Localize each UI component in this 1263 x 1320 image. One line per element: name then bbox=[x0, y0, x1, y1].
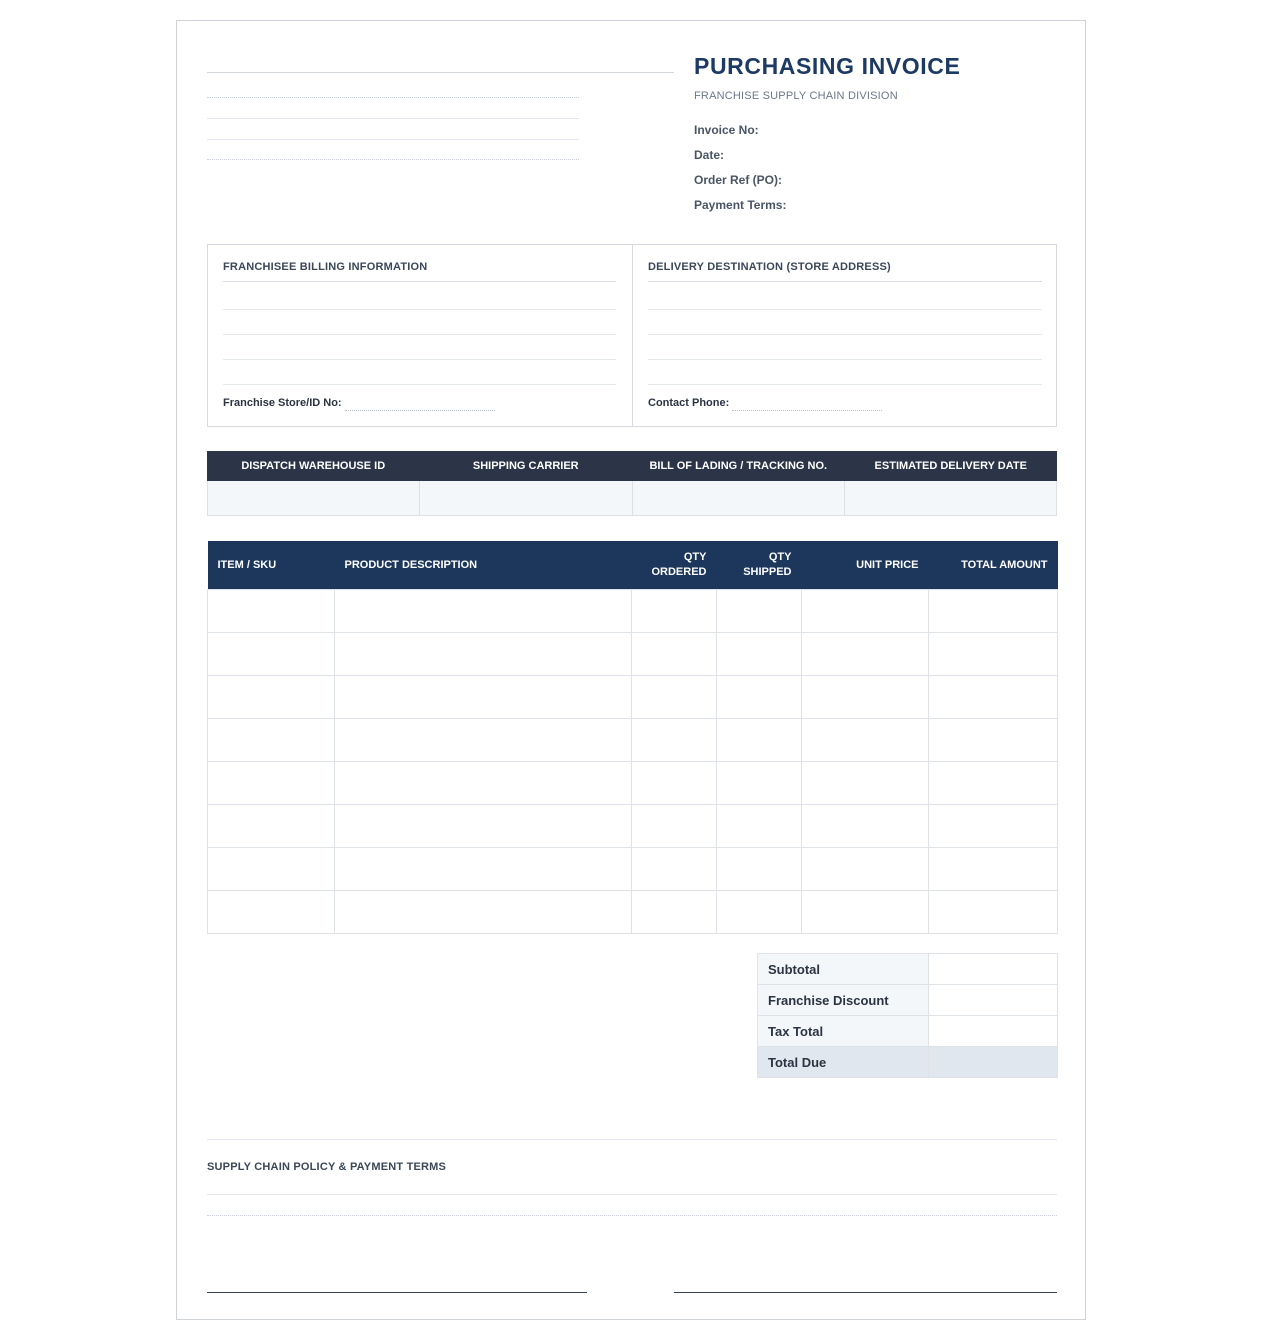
qty-ordered-cell[interactable] bbox=[632, 719, 717, 762]
payment-terms-label: Payment Terms: bbox=[694, 198, 787, 212]
table-row bbox=[208, 762, 1058, 805]
description-cell[interactable] bbox=[335, 762, 632, 805]
col-item-sku: ITEM / SKU bbox=[208, 541, 335, 590]
policy-line[interactable] bbox=[207, 1194, 1057, 1195]
billing-line[interactable] bbox=[223, 384, 616, 385]
delivery-line[interactable] bbox=[648, 281, 1042, 282]
description-cell[interactable] bbox=[335, 676, 632, 719]
contact-phone-label: Contact Phone: bbox=[648, 397, 730, 409]
table-row bbox=[208, 848, 1058, 891]
billing-line[interactable] bbox=[223, 359, 616, 360]
col-tracking-no: BILL OF LADING / TRACKING NO. bbox=[649, 460, 828, 472]
total-amount-cell[interactable] bbox=[929, 805, 1058, 848]
unit-price-cell[interactable] bbox=[802, 891, 929, 934]
description-cell[interactable] bbox=[335, 805, 632, 848]
date-label: Date: bbox=[694, 148, 725, 162]
qty-ordered-cell[interactable] bbox=[632, 676, 717, 719]
col-qty-shipped bbox=[717, 541, 802, 590]
total-amount-cell[interactable] bbox=[929, 633, 1058, 676]
policy-line[interactable] bbox=[207, 1215, 1057, 1216]
total-due-label: Total Due bbox=[758, 1047, 929, 1078]
delivery-title: DELIVERY DESTINATION (STORE ADDRESS) bbox=[648, 261, 891, 273]
item-sku-cell[interactable] bbox=[208, 762, 335, 805]
qty-ordered-cell[interactable] bbox=[632, 891, 717, 934]
unit-price-cell[interactable] bbox=[802, 848, 929, 891]
dispatch-warehouse-cell[interactable] bbox=[208, 481, 420, 515]
items-table bbox=[207, 541, 1058, 934]
item-sku-cell[interactable] bbox=[208, 719, 335, 762]
delivery-line[interactable] bbox=[648, 309, 1042, 310]
totals-table bbox=[757, 953, 1058, 1078]
qty-shipped-cell[interactable] bbox=[717, 848, 802, 891]
description-cell[interactable] bbox=[335, 848, 632, 891]
invoice-number-label: Invoice No: bbox=[694, 123, 759, 137]
description-cell[interactable] bbox=[335, 719, 632, 762]
company-address-line[interactable] bbox=[207, 139, 579, 140]
qty-shipped-cell[interactable] bbox=[717, 633, 802, 676]
col-total-amount: TOTAL AMOUNT bbox=[929, 541, 1058, 590]
shipping-header bbox=[207, 451, 1057, 481]
tracking-no-cell[interactable] bbox=[633, 481, 845, 515]
shipping-row bbox=[207, 481, 1057, 516]
table-row bbox=[208, 590, 1058, 633]
subtotal-row bbox=[758, 954, 1058, 985]
qty-ordered-cell[interactable] bbox=[632, 848, 717, 891]
billing-line[interactable] bbox=[223, 281, 616, 282]
item-sku-cell[interactable] bbox=[208, 633, 335, 676]
unit-price-cell[interactable] bbox=[802, 719, 929, 762]
company-address-line[interactable] bbox=[207, 97, 579, 98]
qty-ordered-cell[interactable] bbox=[632, 633, 717, 676]
description-cell[interactable] bbox=[335, 590, 632, 633]
item-sku-cell[interactable] bbox=[208, 676, 335, 719]
contact-phone-field[interactable] bbox=[732, 410, 882, 411]
qty-ordered-cell[interactable] bbox=[632, 590, 717, 633]
company-address-line[interactable] bbox=[207, 159, 579, 160]
unit-price-cell[interactable] bbox=[802, 805, 929, 848]
qty-ordered-cell[interactable] bbox=[632, 805, 717, 848]
item-sku-cell[interactable] bbox=[208, 891, 335, 934]
total-amount-cell[interactable] bbox=[929, 762, 1058, 805]
total-amount-cell[interactable] bbox=[929, 848, 1058, 891]
col-qty-ordered-line2: ORDERED bbox=[651, 566, 707, 578]
qty-shipped-cell[interactable] bbox=[717, 762, 802, 805]
description-cell[interactable] bbox=[335, 633, 632, 676]
tax-value[interactable] bbox=[929, 1016, 1058, 1047]
unit-price-cell[interactable] bbox=[802, 590, 929, 633]
col-unit-price: UNIT PRICE bbox=[802, 541, 929, 590]
col-shipping-carrier: SHIPPING CARRIER bbox=[472, 460, 579, 472]
col-qty-shipped-line1: QTY bbox=[768, 551, 792, 563]
total-amount-cell[interactable] bbox=[929, 590, 1058, 633]
policy-title: SUPPLY CHAIN POLICY & PAYMENT TERMS bbox=[207, 1161, 447, 1173]
qty-shipped-cell[interactable] bbox=[717, 590, 802, 633]
billing-line[interactable] bbox=[223, 334, 616, 335]
qty-shipped-cell[interactable] bbox=[717, 719, 802, 762]
company-name-line[interactable] bbox=[207, 72, 674, 73]
invoice-subtitle: FRANCHISE SUPPLY CHAIN DIVISION bbox=[694, 90, 898, 102]
col-qty-ordered-line1: QTY bbox=[683, 551, 707, 563]
unit-price-cell[interactable] bbox=[802, 633, 929, 676]
billing-delivery-box bbox=[207, 244, 1057, 427]
table-row bbox=[208, 891, 1058, 934]
discount-label: Franchise Discount bbox=[758, 985, 929, 1016]
description-cell[interactable] bbox=[335, 891, 632, 934]
tax-label: Tax Total bbox=[758, 1016, 929, 1047]
item-sku-cell[interactable] bbox=[208, 848, 335, 891]
store-id-field[interactable] bbox=[345, 410, 495, 411]
col-estimated-delivery: ESTIMATED DELIVERY DATE bbox=[874, 460, 1027, 472]
qty-shipped-cell[interactable] bbox=[717, 676, 802, 719]
table-row bbox=[208, 805, 1058, 848]
total-due-value[interactable] bbox=[929, 1047, 1058, 1078]
unit-price-cell[interactable] bbox=[802, 676, 929, 719]
invoice-page bbox=[176, 20, 1086, 1320]
col-qty-shipped-line2: SHIPPED bbox=[743, 566, 792, 578]
delivery-line[interactable] bbox=[648, 334, 1042, 335]
delivery-line[interactable] bbox=[648, 384, 1042, 385]
billing-title: FRANCHISEE BILLING INFORMATION bbox=[223, 261, 428, 273]
table-row bbox=[208, 676, 1058, 719]
item-sku-cell[interactable] bbox=[208, 590, 335, 633]
discount-row bbox=[758, 985, 1058, 1016]
col-product-description: PRODUCT DESCRIPTION bbox=[335, 541, 632, 590]
qty-shipped-cell[interactable] bbox=[717, 805, 802, 848]
item-sku-cell[interactable] bbox=[208, 805, 335, 848]
signature-line-left[interactable] bbox=[207, 1292, 587, 1293]
qty-ordered-cell[interactable] bbox=[632, 762, 717, 805]
col-qty-ordered bbox=[632, 541, 717, 590]
total-amount-cell[interactable] bbox=[929, 719, 1058, 762]
subtotal-label: Subtotal bbox=[758, 954, 929, 985]
box-divider bbox=[632, 245, 633, 426]
company-address-line[interactable] bbox=[207, 118, 579, 119]
delivery-line[interactable] bbox=[648, 359, 1042, 360]
policy-divider bbox=[207, 1139, 1057, 1140]
billing-line[interactable] bbox=[223, 309, 616, 310]
qty-shipped-cell[interactable] bbox=[717, 891, 802, 934]
tax-row bbox=[758, 1016, 1058, 1047]
discount-value[interactable] bbox=[929, 985, 1058, 1016]
table-row bbox=[208, 633, 1058, 676]
total-amount-cell[interactable] bbox=[929, 676, 1058, 719]
store-id-label: Franchise Store/ID No: bbox=[223, 397, 342, 409]
items-header-row bbox=[208, 541, 1058, 590]
col-dispatch-warehouse: DISPATCH WAREHOUSE ID bbox=[241, 460, 386, 472]
signature-line-right[interactable] bbox=[674, 1292, 1057, 1293]
shipping-carrier-cell[interactable] bbox=[420, 481, 632, 515]
invoice-title: PURCHASING INVOICE bbox=[694, 53, 961, 79]
estimated-delivery-cell[interactable] bbox=[845, 481, 1056, 515]
table-row bbox=[208, 719, 1058, 762]
order-ref-label: Order Ref (PO): bbox=[694, 173, 783, 187]
total-due-row bbox=[758, 1047, 1058, 1078]
unit-price-cell[interactable] bbox=[802, 762, 929, 805]
total-amount-cell[interactable] bbox=[929, 891, 1058, 934]
subtotal-value[interactable] bbox=[929, 954, 1058, 985]
